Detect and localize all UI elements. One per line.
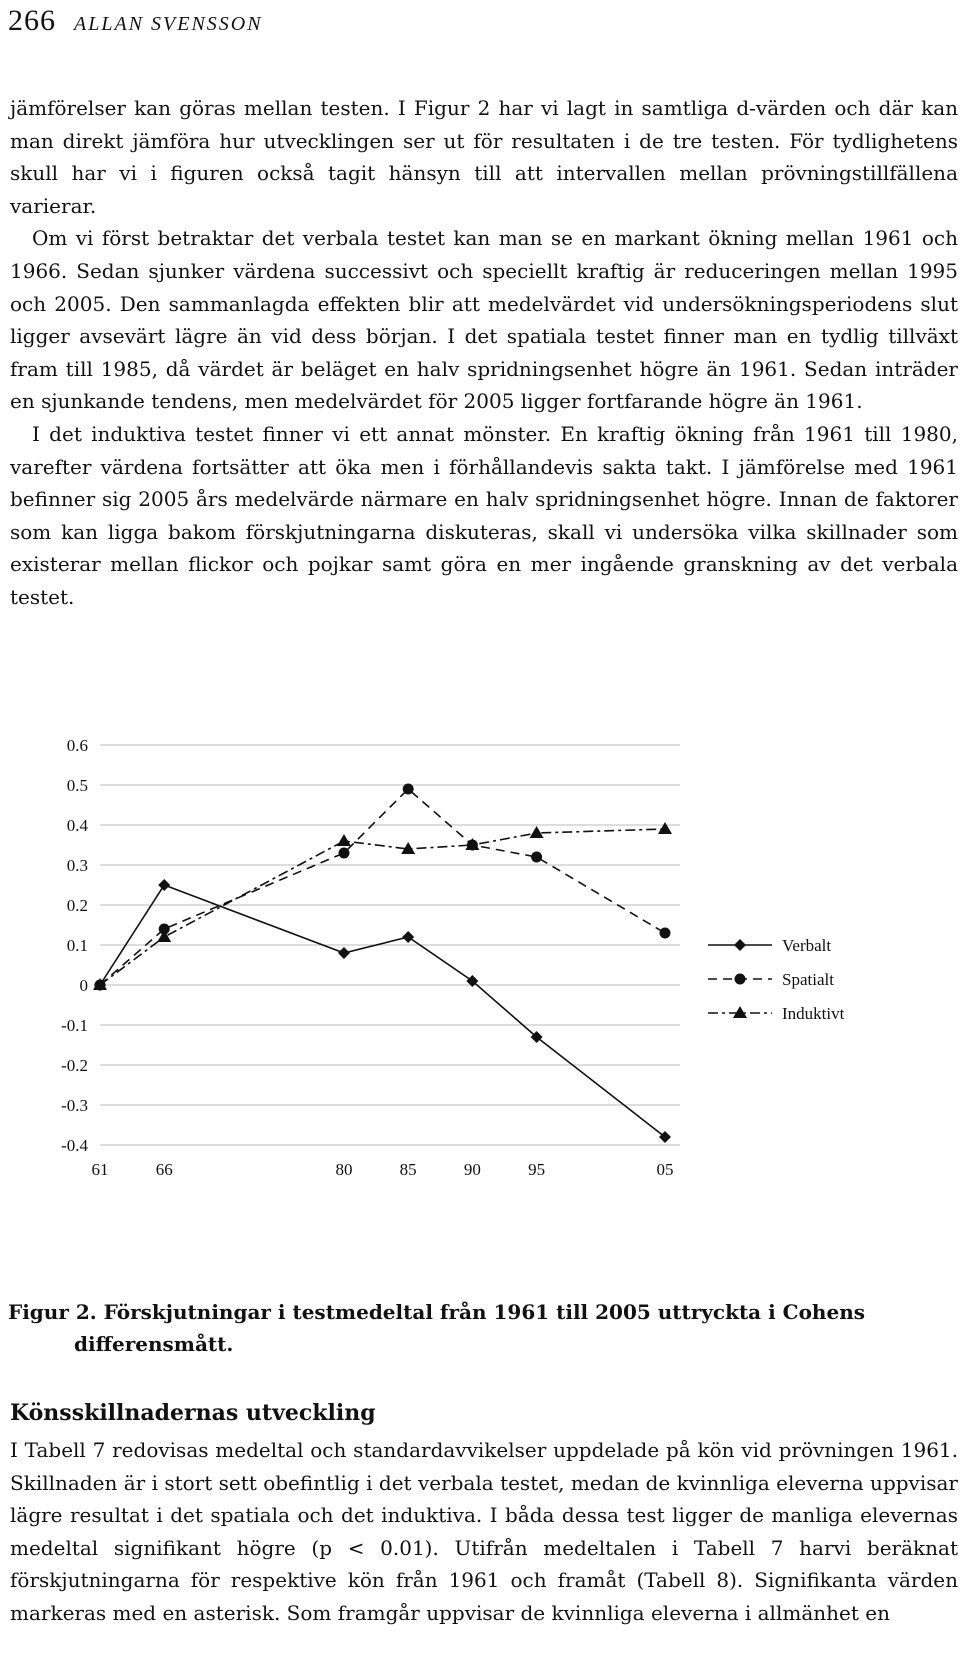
- data-point: [658, 822, 672, 834]
- body-text-bottom: [10, 1434, 958, 1630]
- y-tick-label: 0.5: [66, 776, 88, 795]
- data-point: [338, 848, 349, 859]
- y-tick-label: 0.3: [66, 856, 88, 875]
- y-tick-label: 0.4: [66, 816, 88, 835]
- data-point: [157, 930, 171, 942]
- series-line: [100, 789, 665, 985]
- series-line: [100, 885, 665, 1137]
- x-tick-label: 05: [656, 1160, 674, 1179]
- data-point: [734, 939, 746, 951]
- legend-entry: [708, 970, 834, 989]
- y-axis-ticks: [61, 736, 88, 1155]
- y-tick-label: -0.2: [61, 1056, 88, 1075]
- data-point: [733, 1006, 747, 1018]
- paragraph: Om vi först betraktar det verbala testet kan man se en markant ökning mellan 1961 och 1966. Sedan sjunker värdena successivt och speciellt kraftig är reduceringen mellan 1995 och 2005. Den sammanlagda effekten blir att medelvärdet vid undersökningsperiodens slut ligger avsevärt lägre än vid dess början. I det spatiala testet finner man en tydlig tillväxt fram till 1985, då värdet är beläget en halv spridningsenhet högre än 1961. Sedan inträder en sjunkande tendens, men medelvärdet för 2005 ligger fortfarande högre än 1961.: [10, 226, 958, 414]
- legend-label: Induktivt: [782, 1004, 845, 1023]
- running-title: ALLAN SVENSSON: [74, 13, 263, 35]
- x-tick-label: 95: [528, 1160, 546, 1179]
- paragraph: I Tabell 7 redovisas medeltal och standardavvikelser uppdelade på kön vid prövningen 1961. Skillnaden är i stort sett obefintlig i det verbala testet, medan de kvinnliga eleverna uppvisar lägre resultat i det spatiala och det induktiva. I båda dessa test ligger de manliga elevernas medeltal signifikant högre (p < 0.01). Utifrån medeltalen i Tabell 7 harvi beräknat förskjutningarna för respektive kön från 1961 och framåt (Tabell 8). Signifikanta värden markeras med en asterisk. Som framgår uppvisar de kvinnliga eleverna i allmänhet en: [10, 1438, 958, 1625]
- legend-entry: [708, 1004, 845, 1023]
- chart-grid: [100, 745, 680, 1145]
- x-axis-ticks: [92, 1160, 674, 1179]
- data-point: [531, 852, 542, 863]
- series-line: [100, 829, 665, 985]
- y-tick-label: -0.4: [61, 1136, 88, 1155]
- caption-text: Förskjutningar i testmedeltal från 1961 till 2005 uttryckta i Cohens: [103, 1300, 865, 1324]
- data-point: [402, 931, 414, 943]
- caption-label: Figur 2.: [8, 1300, 97, 1324]
- data-point: [158, 879, 170, 891]
- legend-entry: [708, 936, 831, 955]
- page-header: [8, 4, 263, 44]
- legend-label: Spatialt: [782, 970, 834, 989]
- legend-label: Verbalt: [782, 936, 832, 955]
- x-tick-label: 80: [335, 1160, 353, 1179]
- figure-2-chart: [0, 735, 960, 1255]
- chart-series: [93, 784, 672, 1144]
- data-point: [735, 974, 746, 985]
- y-tick-label: -0.1: [61, 1016, 88, 1035]
- x-tick-label: 85: [399, 1160, 417, 1179]
- paragraph: jämförelser kan göras mellan testen. I Figur 2 har vi lagt in samtliga d-värden och där kan man direkt jämföra hur utvecklingen ser ut för resultaten i de tre testen. För tydlighetens skull har vi i figuren också tagit hänsyn till att intervallen mellan prövningstillfällena varierar.: [10, 96, 958, 218]
- y-tick-label: 0.2: [66, 896, 88, 915]
- y-tick-label: 0.6: [66, 736, 88, 755]
- series-spatialt: [95, 784, 671, 991]
- chart-legend: [708, 936, 845, 1023]
- y-tick-label: 0.1: [66, 936, 88, 955]
- figure-caption: [8, 1296, 956, 1360]
- y-tick-label: 0: [79, 976, 88, 995]
- x-tick-label: 66: [155, 1160, 173, 1179]
- paragraph: I det induktiva testet finner vi ett annat mönster. En kraftig ökning från 1961 till 1980, varefter värdena fortsätter att öka men i förhållandevis sakta takt. I jämförelse med 1961 befinner sig 2005 års medelvärde närmare en halv spridningsenhet högre. Innan de faktorer som kan ligga bakom förskjutningarna diskuteras, skall vi undersöka vilka skillnader som existerar mellan flickor och pojkar samt göra en mer ingående granskning av det verbala testet.: [10, 421, 958, 609]
- series-induktivt: [93, 822, 672, 990]
- caption-text-cont: differensmått.: [74, 1332, 234, 1356]
- data-point: [337, 834, 351, 846]
- data-point: [660, 928, 671, 939]
- body-text-top: [10, 92, 958, 614]
- page-number: 266: [8, 4, 56, 37]
- data-point: [530, 826, 544, 838]
- series-verbalt: [94, 879, 671, 1143]
- data-point: [338, 947, 350, 959]
- y-tick-label: -0.3: [61, 1096, 88, 1115]
- data-point: [403, 784, 414, 795]
- x-tick-label: 90: [463, 1160, 481, 1179]
- x-tick-label: 61: [91, 1160, 109, 1179]
- section-heading: Könsskillnadernas utveckling: [10, 1400, 376, 1426]
